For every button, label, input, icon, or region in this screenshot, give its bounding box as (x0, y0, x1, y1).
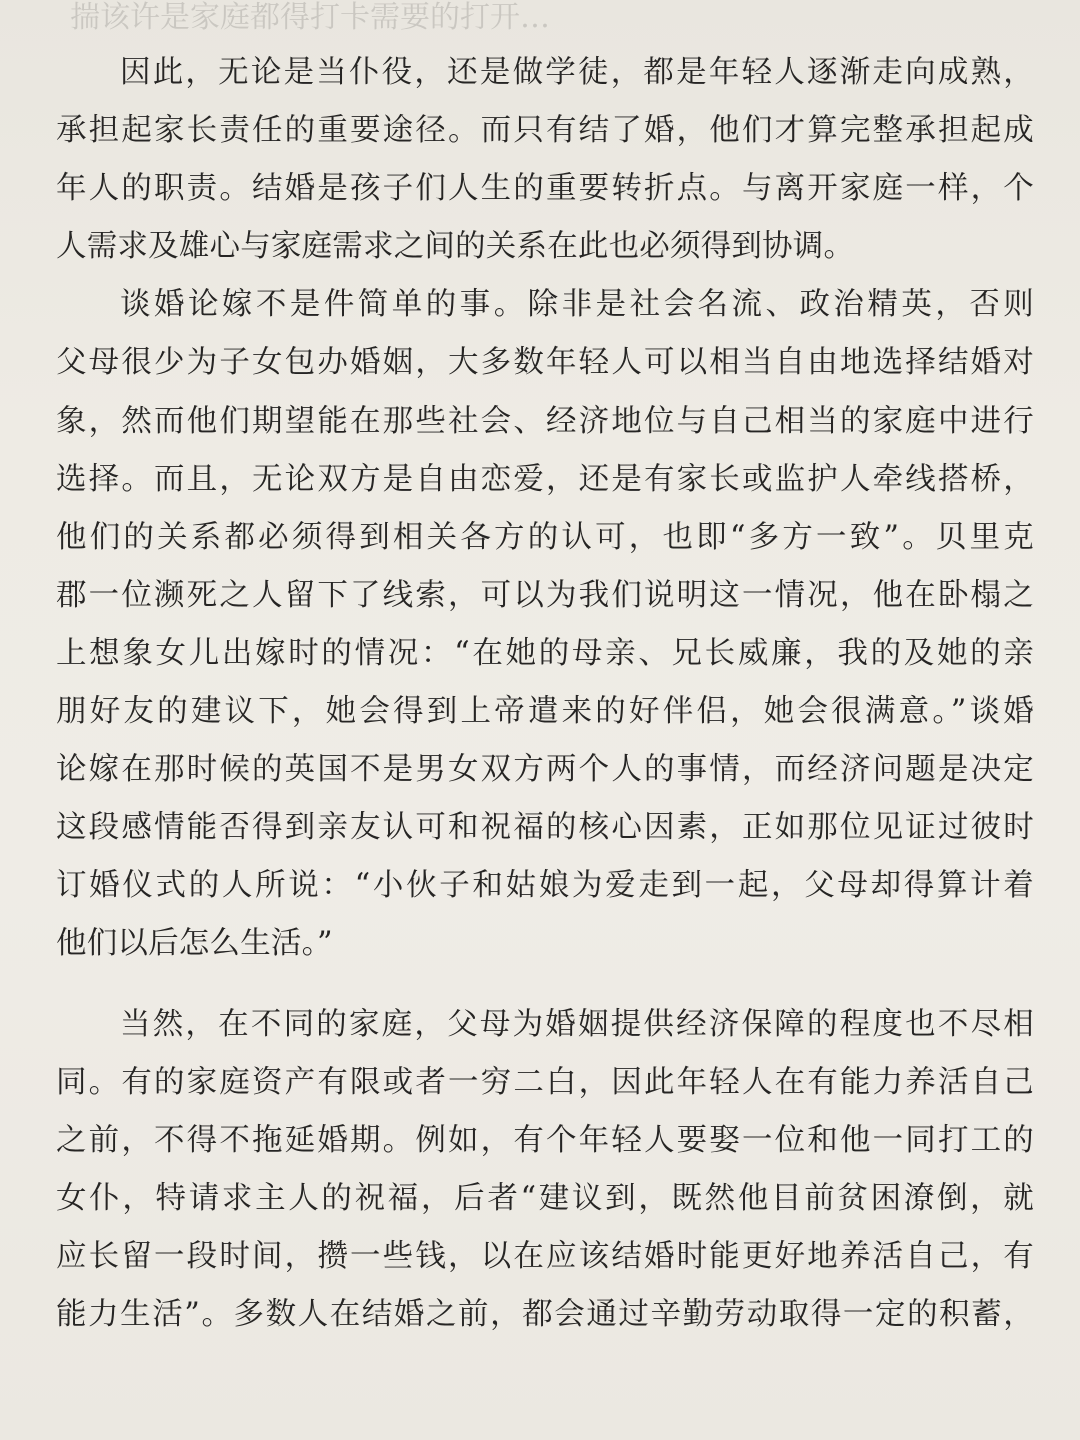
text-line: 谈婚论嫁不是件简单的事。除非是社会名流、政治精英，否则 (120, 287, 1034, 323)
text-line: 之前，不得不拖延婚期。例如，有个年轻人要娶一位和他一同打工的 (56, 1122, 1034, 1158)
text-line: 同。有的家庭资产有限或者一穷二白，因此年轻人在有能力养活自己 (56, 1064, 1034, 1100)
text-line: 年人的职责。结婚是孩子们人生的重要转折点。与离开家庭一样，个 (56, 171, 1034, 207)
paragraph-1 (56, 44, 1034, 276)
text-line: 他们的关系都必须得到相关各方的认可，也即“多方一致”。贝里克 (56, 519, 1034, 555)
paragraph-2 (56, 276, 1034, 973)
text-line: 象，然而他们期望能在那些社会、经济地位与自己相当的家庭中进行 (56, 403, 1034, 439)
text-line: 上想象女儿出嫁时的情况：“在她的母亲、兄长威廉，我的及她的亲 (56, 635, 1034, 671)
text-line: 女仆，特请求主人的祝福，后者“建议到，既然他目前贫困潦倒，就 (56, 1180, 1034, 1216)
text-line: 应长留一段时间，攒一些钱，以在应该结婚时能更好地养活自己，有 (56, 1238, 1034, 1274)
paragraph-gap (56, 974, 1034, 996)
text-line: 选择。而且，无论双方是自由恋爱，还是有家长或监护人牵线搭桥， (56, 461, 1034, 497)
text-line: 当然，在不同的家庭，父母为婚姻提供经济保障的程度也不尽相 (120, 1006, 1034, 1042)
text-line: 他们以后怎么生活。” (56, 926, 333, 962)
text-line: 朋好友的建议下，她会得到上帝遣来的好伴侣，她会很满意。”谈婚 (56, 694, 1034, 730)
text-line: 承担起家长责任的重要途径。而只有结了婚，他们才算完整承担起成 (56, 113, 1034, 149)
text-line: 父母很少为子女包办婚姻，大多数年轻人可以相当自由地选择结婚对 (56, 345, 1034, 381)
bleed-through-text: 揣该许是家庭都得打卡需要的打开… (70, 0, 550, 35)
paragraph-3 (56, 996, 1034, 1345)
text-line: 能力生活”。多数人在结婚之前，都会通过辛勤劳动取得一定的积蓄， (56, 1296, 1034, 1332)
text-line: 人需求及雄心与家庭需求之间的关系在此也必须得到协调。 (56, 229, 855, 265)
text-line: 郡一位濒死之人留下了线索，可以为我们说明这一情况，他在卧榻之 (56, 577, 1034, 613)
text-line: 论嫁在那时候的英国不是男女双方两个人的事情，而经济问题是决定 (56, 752, 1034, 788)
text-line: 因此，无论是当仆役，还是做学徒，都是年轻人逐渐走向成熟， (120, 55, 1034, 90)
text-line: 这段感情能否得到亲友认可和祝福的核心因素，正如那位见证过彼时 (56, 810, 1034, 846)
text-line: 订婚仪式的人所说：“小伙子和姑娘为爱走到一起，父母却得算计着 (56, 868, 1034, 904)
book-page-text (56, 44, 1034, 1344)
